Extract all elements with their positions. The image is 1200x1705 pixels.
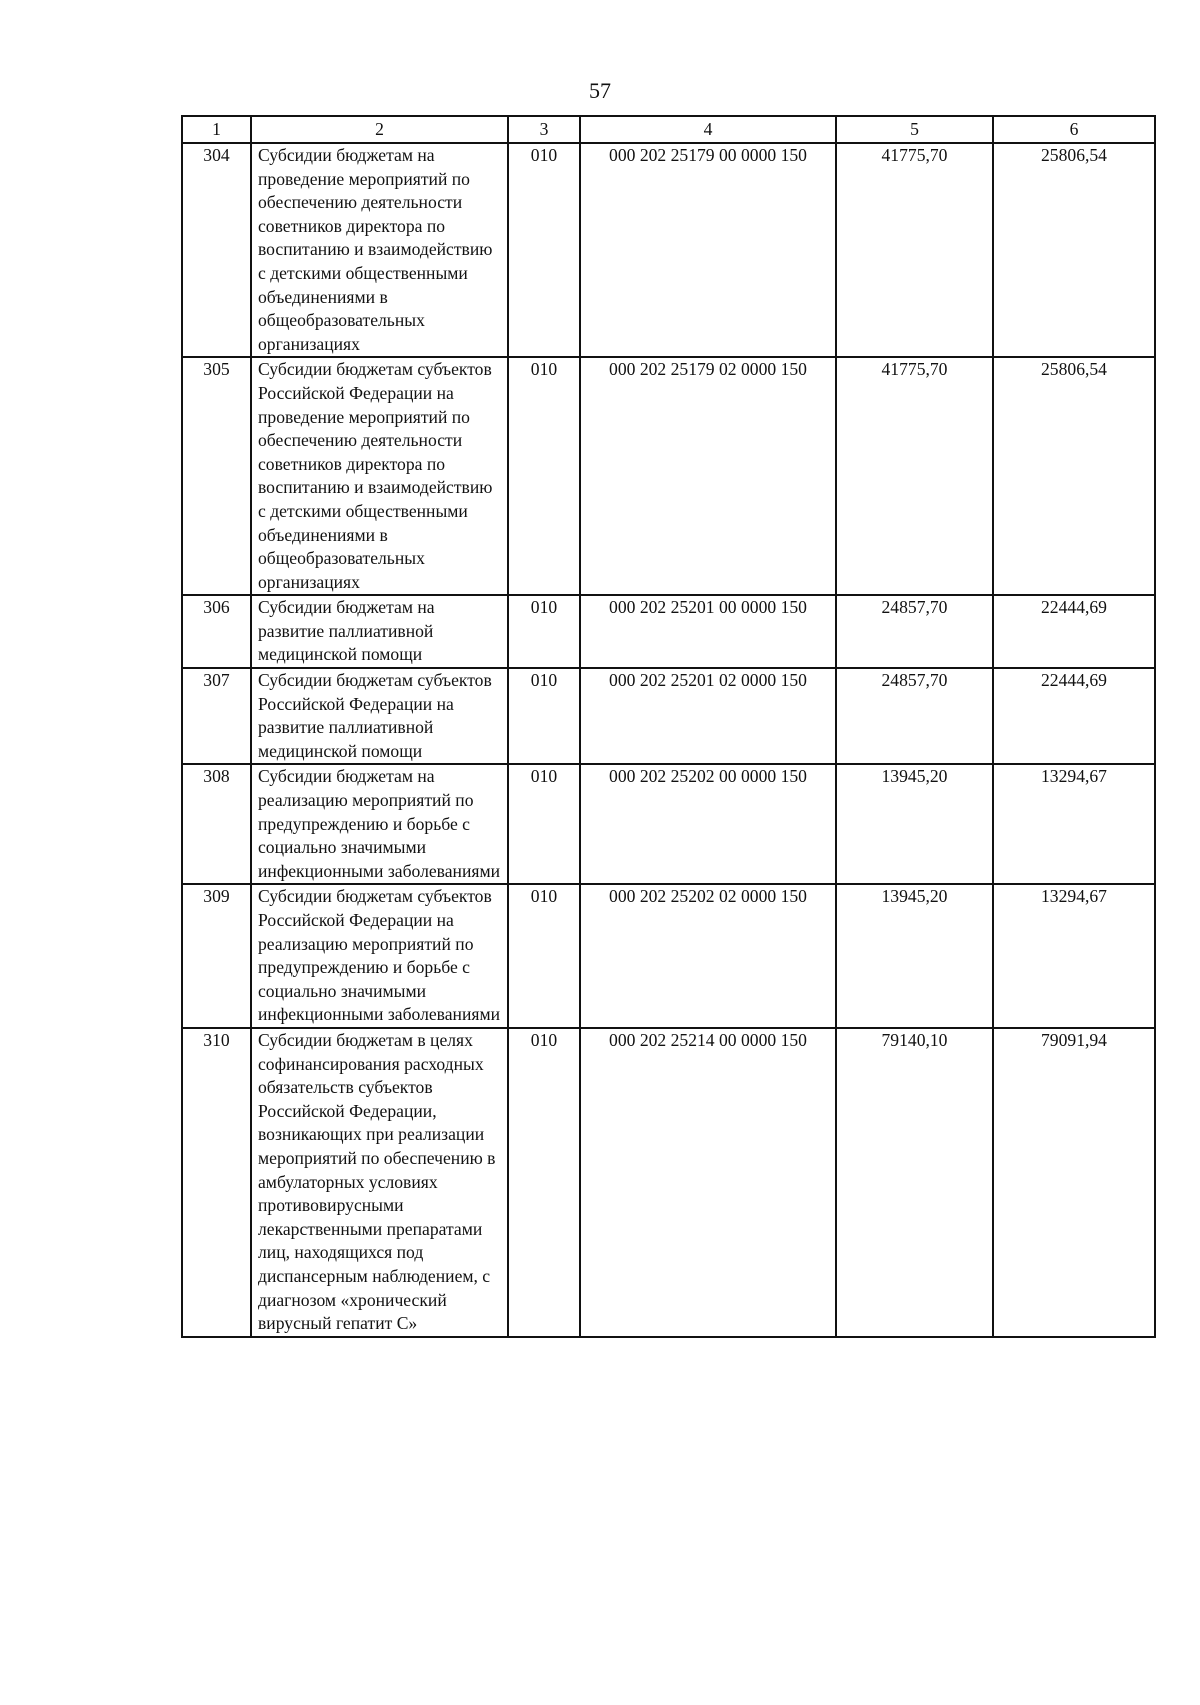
row-budget-classification-code: 000 202 25201 00 0000 150 — [580, 595, 836, 668]
column-header-3: 3 — [508, 116, 580, 143]
table-row — [182, 143, 1155, 357]
table-header-row — [182, 116, 1155, 143]
table-row — [182, 764, 1155, 884]
column-header-6: 6 — [993, 116, 1155, 143]
row-budget-classification-code: 000 202 25179 02 0000 150 — [580, 357, 836, 595]
row-budget-classification-code: 000 202 25201 02 0000 150 — [580, 668, 836, 764]
table-row — [182, 595, 1155, 668]
row-value-col5: 79140,10 — [836, 1028, 993, 1337]
table-row — [182, 357, 1155, 595]
row-value-col5: 13945,20 — [836, 884, 993, 1028]
row-value-col5: 41775,70 — [836, 143, 993, 357]
column-header-1: 1 — [182, 116, 251, 143]
page-number: 57 — [589, 78, 611, 103]
row-value-col5: 24857,70 — [836, 668, 993, 764]
row-value-col6: 79091,94 — [993, 1028, 1155, 1337]
row-admin-code: 010 — [508, 357, 580, 595]
row-name: Субсидии бюджетам субъектов Российской Федерации на реализацию мероприятий по предупреждению и борьбе с социально значимыми инфекционными заболеваниями — [251, 884, 508, 1028]
row-number: 310 — [182, 1028, 251, 1337]
row-number: 308 — [182, 764, 251, 884]
row-name: Субсидии бюджетам на развитие паллиативной медицинской помощи — [251, 595, 508, 668]
row-admin-code: 010 — [508, 884, 580, 1028]
row-value-col6: 25806,54 — [993, 143, 1155, 357]
row-name: Субсидии бюджетам субъектов Российской Федерации на проведение мероприятий по обеспечению деятельности советников директора по воспитанию и взаимодействию с детскими общественными объединениями в общеобразовательных организациях — [251, 357, 508, 595]
row-admin-code: 010 — [508, 668, 580, 764]
row-number: 305 — [182, 357, 251, 595]
row-number: 306 — [182, 595, 251, 668]
row-value-col5: 24857,70 — [836, 595, 993, 668]
column-header-4: 4 — [580, 116, 836, 143]
table-row — [182, 1028, 1155, 1337]
row-budget-classification-code: 000 202 25202 00 0000 150 — [580, 764, 836, 884]
row-admin-code: 010 — [508, 595, 580, 668]
row-name: Субсидии бюджетам на проведение мероприятий по обеспечению деятельности советников директора по воспитанию и взаимодействию с детскими общественными объединениями в общеобразовательных организациях — [251, 143, 508, 357]
row-number: 307 — [182, 668, 251, 764]
row-admin-code: 010 — [508, 143, 580, 357]
row-number: 304 — [182, 143, 251, 357]
row-number: 309 — [182, 884, 251, 1028]
column-header-2: 2 — [251, 116, 508, 143]
row-admin-code: 010 — [508, 1028, 580, 1337]
row-value-col5: 13945,20 — [836, 764, 993, 884]
row-name: Субсидии бюджетам в целях софинансирования расходных обязательств субъектов Российской Федерации, возникающих при реализации мероприятий по обеспечению в амбулаторных условиях противовирусными лекарственными препаратами лиц, находящихся под диспансерным наблюдением, с диагнозом «хронический вирусный гепатит С» — [251, 1028, 508, 1337]
row-budget-classification-code: 000 202 25214 00 0000 150 — [580, 1028, 836, 1337]
budget-table — [181, 115, 1156, 1338]
table-row — [182, 884, 1155, 1028]
row-budget-classification-code: 000 202 25202 02 0000 150 — [580, 884, 836, 1028]
row-budget-classification-code: 000 202 25179 00 0000 150 — [580, 143, 836, 357]
row-value-col6: 25806,54 — [993, 357, 1155, 595]
row-value-col6: 22444,69 — [993, 668, 1155, 764]
row-value-col6: 22444,69 — [993, 595, 1155, 668]
row-value-col5: 41775,70 — [836, 357, 993, 595]
row-name: Субсидии бюджетам на реализацию мероприятий по предупреждению и борьбе с социально значимыми инфекционными заболеваниями — [251, 764, 508, 884]
column-header-5: 5 — [836, 116, 993, 143]
table-row — [182, 668, 1155, 764]
row-value-col6: 13294,67 — [993, 764, 1155, 884]
row-value-col6: 13294,67 — [993, 884, 1155, 1028]
row-name: Субсидии бюджетам субъектов Российской Федерации на развитие паллиативной медицинской помощи — [251, 668, 508, 764]
row-admin-code: 010 — [508, 764, 580, 884]
